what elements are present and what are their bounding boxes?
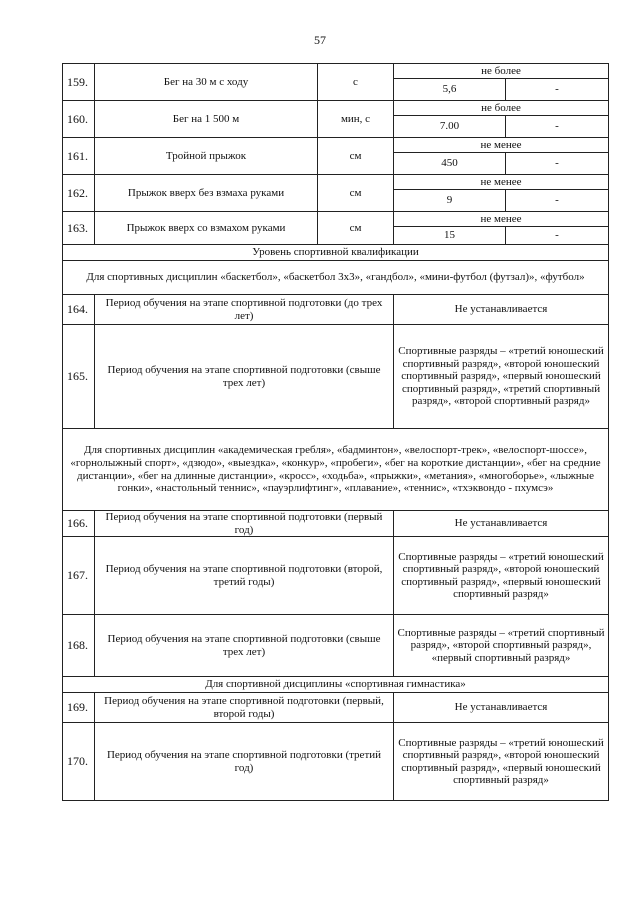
unit: с xyxy=(318,64,394,101)
unit: см xyxy=(318,212,394,245)
period-cell: Период обучения на этапе спортивной подготовки (свыше трех лет) xyxy=(95,325,394,429)
table-row xyxy=(63,615,609,677)
norm-value: 9 xyxy=(394,190,506,212)
group-title: Для спортивных дисциплин «баскетбол», «баскетбол 3х3», «гандбол», «мини-футбол (футзал)», «футбол» xyxy=(63,261,609,295)
table-row xyxy=(63,175,609,190)
norm-value-2: - xyxy=(506,153,609,175)
norm-value: 450 xyxy=(394,153,506,175)
period-cell: Период обучения на этапе спортивной подготовки (свыше трех лет) xyxy=(95,615,394,677)
norm-value-2: - xyxy=(506,79,609,101)
period-cell: Период обучения на этапе спортивной подготовки (первый год) xyxy=(95,511,394,537)
norm-label: не более xyxy=(394,101,609,116)
table-row xyxy=(63,64,609,79)
page-number: 57 xyxy=(314,33,326,47)
requirement-cell: Спортивные разряды – «третий юношеский спортивный разряд», «второй юношеский спортивный разряд», «первый юношеский спортивный разряд» xyxy=(394,723,609,801)
group-title: Для спортивной дисциплины «спортивная гимнастика» xyxy=(63,677,609,693)
unit: см xyxy=(318,175,394,212)
table-row xyxy=(63,511,609,537)
exercise-name: Бег на 30 м с ходу xyxy=(95,64,318,101)
table-row xyxy=(63,295,609,325)
row-number: 161. xyxy=(63,138,95,175)
table-row xyxy=(63,723,609,801)
period-cell: Период обучения на этапе спортивной подготовки (второй, третий годы) xyxy=(95,537,394,615)
unit: мин, с xyxy=(318,101,394,138)
norms-table xyxy=(62,63,609,801)
exercise-name: Тройной прыжок xyxy=(95,138,318,175)
row-number: 164. xyxy=(63,295,95,325)
row-number: 166. xyxy=(63,511,95,537)
norm-value: 5,6 xyxy=(394,79,506,101)
requirement-cell: Спортивные разряды – «третий юношеский спортивный разряд», «второй юношеский спортивный разряд», «первый юношеский спортивный разряд» xyxy=(394,537,609,615)
unit: см xyxy=(318,138,394,175)
row-number: 160. xyxy=(63,101,95,138)
row-number: 169. xyxy=(63,693,95,723)
norm-value: 15 xyxy=(394,227,506,245)
row-number: 162. xyxy=(63,175,95,212)
group-title: Для спортивных дисциплин «академическая гребля», «бадминтон», «велоспорт-трек», «велоспорт-шоссе», «горнолыжный спорт», «дзюдо», «выездка», «конкур», «пробеги», «бег на короткие дистанции», «бег на средние дистанции», «бег на длинные дистанции», «кросс», «ходьба», «прыжки», «метания», «многоборье», «лыжные гонки», «настольный теннис», «пауэрлифтинг», «плавание», «теннис», «тхэквондо - пхумсэ» xyxy=(63,429,609,511)
row-number: 168. xyxy=(63,615,95,677)
row-number: 159. xyxy=(63,64,95,101)
table-row xyxy=(63,325,609,429)
norm-value: 7.00 xyxy=(394,116,506,138)
table-row xyxy=(63,693,609,723)
requirement-cell: Не устанавливается xyxy=(394,693,609,723)
section-title: Уровень спортивной квалификации xyxy=(63,245,609,261)
norm-label: не менее xyxy=(394,212,609,227)
exercise-name: Прыжок вверх со взмахом руками xyxy=(95,212,318,245)
requirement-cell: Спортивные разряды – «третий юношеский спортивный разряд», «второй юношеский спортивный разряд», «первый юношеский спортивный разряд», «третий спортивный разряд», «второй спортивный разряд» xyxy=(394,325,609,429)
table-row xyxy=(63,212,609,227)
row-number: 170. xyxy=(63,723,95,801)
requirement-cell: Не устанавливается xyxy=(394,295,609,325)
row-number: 165. xyxy=(63,325,95,429)
exercise-name: Прыжок вверх без взмаха руками xyxy=(95,175,318,212)
requirement-cell: Спортивные разряды – «третий спортивный разряд», «второй спортивный разряд», «первый спортивный разряд» xyxy=(394,615,609,677)
norm-label: не более xyxy=(394,64,609,79)
norm-value-2: - xyxy=(506,116,609,138)
period-cell: Период обучения на этапе спортивной подготовки (первый, второй годы) xyxy=(95,693,394,723)
row-number: 163. xyxy=(63,212,95,245)
table-row xyxy=(63,138,609,153)
norm-label: не менее xyxy=(394,175,609,190)
exercise-name: Бег на 1 500 м xyxy=(95,101,318,138)
norm-value-2: - xyxy=(506,190,609,212)
period-cell: Период обучения на этапе спортивной подготовки (третий год) xyxy=(95,723,394,801)
requirement-cell: Не устанавливается xyxy=(394,511,609,537)
norm-value-2: - xyxy=(506,227,609,245)
row-number: 167. xyxy=(63,537,95,615)
table-row xyxy=(63,101,609,116)
norm-label: не менее xyxy=(394,138,609,153)
period-cell: Период обучения на этапе спортивной подготовки (до трех лет) xyxy=(95,295,394,325)
table-row xyxy=(63,537,609,615)
